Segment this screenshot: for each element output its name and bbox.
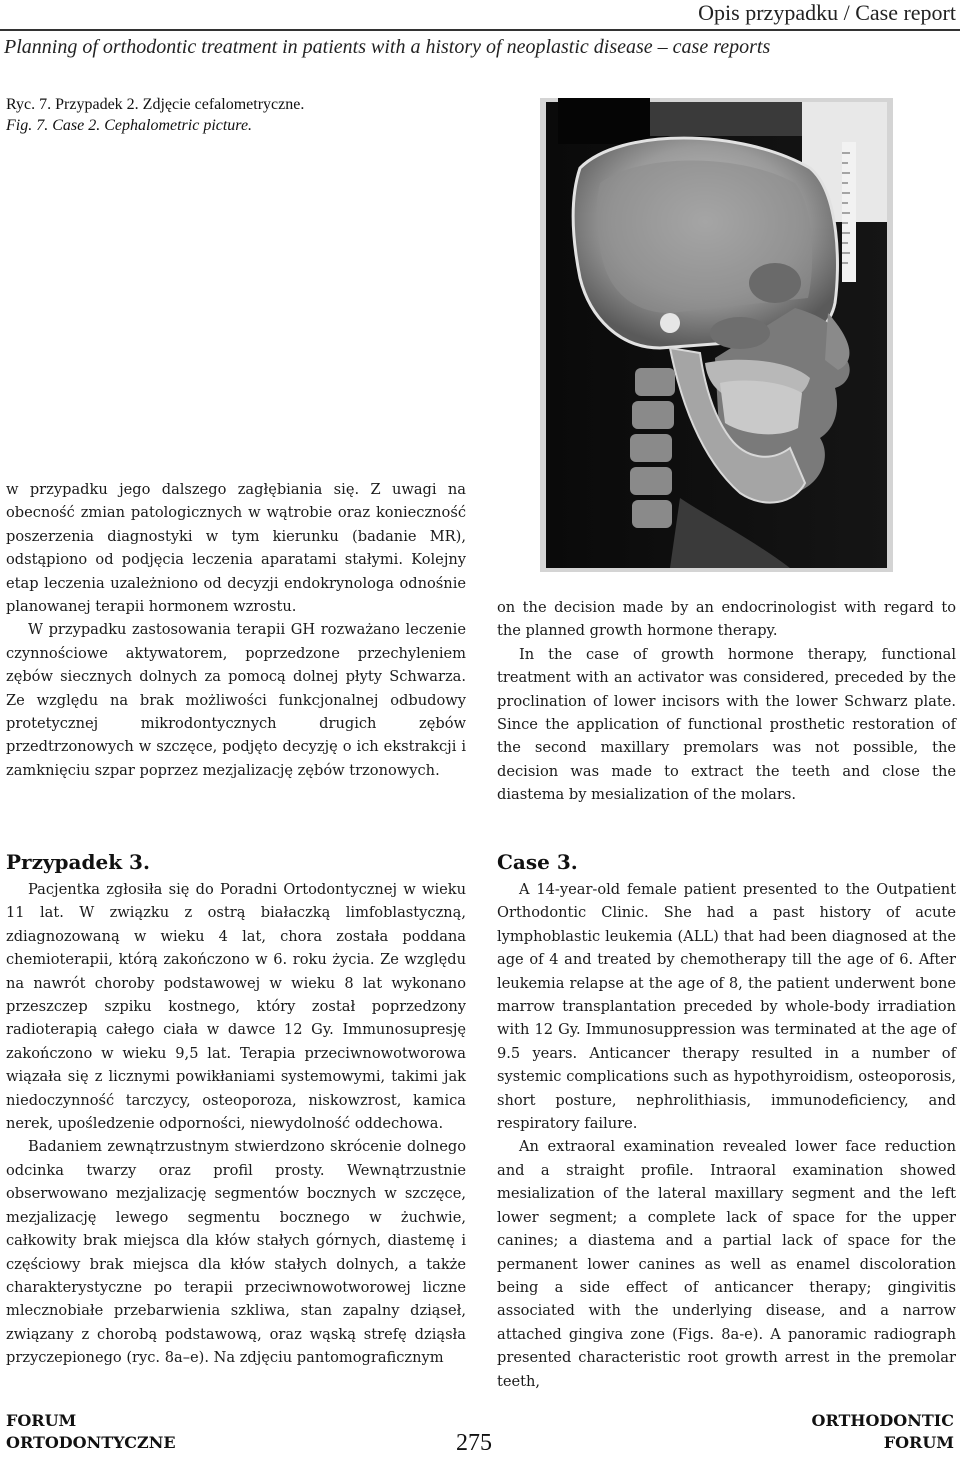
footer-line: ORTODONTYCZNE [6,1433,176,1452]
footer-line: FORUM [6,1411,77,1430]
page-number: 275 [456,1430,492,1456]
case3-title-pl: Przypadek 3. [6,850,150,874]
paragraph: on the decision made by an endocrinologist with regard to the planned growth hormone therapy. [497,599,956,640]
cephalometric-radiograph [540,98,893,572]
case3-text-en [497,878,956,1393]
case3-text-pl [6,878,466,1370]
running-title: Planning of orthodontic treatment in patients with a history of neoplastic disease – case reports [4,36,771,58]
paragraph: W przypadku zastosowania terapii GH rozważano leczenie czynnościowe aktywatorem, poprzedzone przechyleniem zębów siecznych dolnych za pomocą dolnej płyty Schwarza. Ze względu na brak możliwości funkcjonalnej odbudowy protetycznej mikrodontycznych drugich zębów przedtrzonowych w szczęce, podjęto decyzję o ich ekstrakcji i zamknięciu szpar poprzez mezjalizację zębów trzonowych. [6,621,466,779]
footer-journal-pl [6,1410,176,1454]
right-column-top [497,596,956,807]
paragraph: w przypadku jego dalszego zagłębiania się. Z uwagi na obecność zmian patologicznych w wątrobie oraz konieczność poszerzenia diagnostyki w tym kierunku (badanie MR), odstąpiono od podjęcia leczenia aparatami stałymi. Kolejny etap leczenia uzależniono od decyzji endokrynologa odnośnie planowanej terapii hormonem wzrostu. [6,481,466,616]
paragraph: An extraoral examination revealed lower face reduction and a straight profile. Intraoral examination showed mesialization of the lateral maxillary segment and the left lower segment; a complete lack of space for the upper canines; a diastema and a partial lack of space for the permanent lower canines as well as enamel discoloration being a side effect of anticancer therapy; gingivitis associated with the underlying disease, and a narrow attached gingiva zone (Figs. 8a-e). A panoramic radiograph presented characteristic root growth arrest in the premolar teeth, [497,1138,956,1390]
paragraph: In the case of growth hormone therapy, functional treatment with an activator was considered, preceded by the proclination of lower incisors with the lower Schwarz plate. Since the application of functional prosthetic restoration of the second maxillary premolars was not possible, the decision was made to extract the teeth and close the diastema by mesialization of the molars. [497,645,956,804]
footer-line: ORTHODONTIC [811,1411,954,1430]
section-label: Opis przypadku / Case report [698,0,956,25]
paragraph: Pacjentka zgłosiła się do Poradni Ortodontycznej w wieku 11 lat. W związku z ostrą białaczką limfoblastyczną, zdiagnozowaną w wieku 4 lat, chora została poddana chemioterapii, którą zakończono w 6. roku życia. Ze względu na nawrót choroby podstawowej w wieku 8 lat wykonano przeszczep szpiku kostnego, który został poprzedzony radioterapią całego ciała w dawce 12 Gy. Immunosupresję zakończono w wieku 9,5 lat. Terapia przeciwnowotworowa wiązała się z licznymi powikłaniami systemowymi, takimi jak niedoczynność tarczycy, osteoporoza, niskowzrost, kamica nerek, upośledzenie odporności, niewydolność oddechowa. [6,881,466,1133]
radiograph-image [540,98,893,572]
figure-caption-en: Fig. 7. Case 2. Cephalometric picture. [6,117,253,134]
figure-caption [6,94,304,136]
figure-caption-pl: Ryc. 7. Przypadek 2. Zdjęcie cefalometryczne. [6,96,305,113]
footer-line: FORUM [883,1433,954,1452]
header-rule [0,29,960,31]
left-column-top [6,478,466,782]
paragraph: Badaniem zewnątrzustnym stwierdzono skrócenie dolnego odcinka twarzy oraz profil prosty. Wewnątrzustnie obserwowano mezjalizację segmentów bocznych w szczęce, mezjalizację lewego segmentu bocznego w żuchwie, całkowity brak miejsca dla kłów stałych górnych, diastemę i częściowy brak miejsca dla kłów stałych dolnych, a także charakterystyczne po terapii przeciwnowotworowej liczne mlecznobiałe przebarwienia szkliwa, stan zapalny dziąseł, związany z chorobą podstawową, oraz wąską strefę dziąsła przyczepionego (ryc. 8a–e). Na zdjęciu pantomograficznym [6,1138,466,1367]
paragraph: A 14-year-old female patient presented to the Outpatient Orthodontic Clinic. She had a past history of acute lymphoblastic leukemia (ALL) that had been diagnosed at the age of 4 and treated by chemotherapy till the age of 6. After leukemia relapse at the age of 8, the patient underwent bone marrow transplantation preceded by whole-body irradiation with 12 Gy. Immunosuppression was terminated at the age of 9.5 years. Anticancer therapy resulted in a number of systemic complications such as hypothyroidism, osteoporosis, short posture, nephrolithiasis, immunodeficiency, and respiratory failure. [497,881,956,1133]
footer-journal-en [812,1410,954,1454]
case3-title-en: Case 3. [497,850,578,874]
